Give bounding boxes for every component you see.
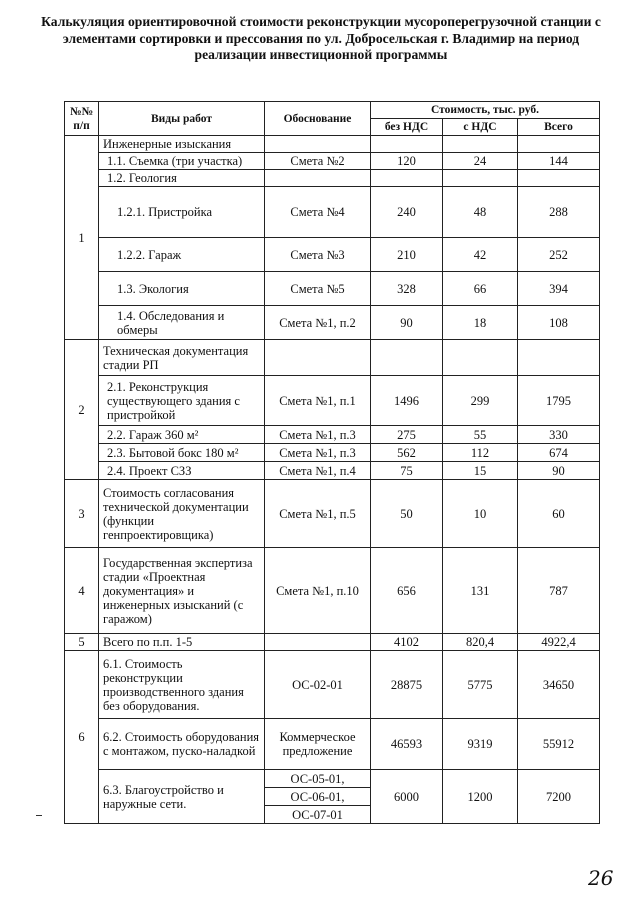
work-name: Инженерные изыскания [99,136,265,153]
cost-total: 144 [518,153,600,170]
cost-vat: 42 [443,238,518,272]
work-name: 6.3. Благоустройство и наружные сети. [99,770,265,824]
basis: Смета №1, п.4 [265,462,371,480]
table-row [65,272,600,306]
cost-vat: 112 [443,444,518,462]
table-row [65,170,600,187]
work-name: 2.2. Гараж 360 м² [99,426,265,444]
work-name: 1.2.1. Пристройка [99,187,265,238]
header-cost: Стоимость, тыс. руб. [371,102,600,119]
cost-no-vat: 275 [371,426,443,444]
basis: ОС-06-01, [265,788,371,806]
table-row [65,238,600,272]
work-name: 6.2. Стоимость оборудования с монтажом, пуско-наладкой [99,719,265,770]
cost-total: 60 [518,480,600,548]
header-with-vat: с НДС [443,119,518,136]
table-row [65,548,600,634]
table-row [65,187,600,238]
cost-no-vat: 240 [371,187,443,238]
group-number: 1 [65,136,99,340]
table-row [65,462,600,480]
cost-vat: 1200 [443,770,518,824]
table-row [65,480,600,548]
table-row [65,634,600,651]
cost-vat: 55 [443,426,518,444]
cost-total: 34650 [518,651,600,719]
group-number: 3 [65,480,99,548]
cost-vat: 48 [443,187,518,238]
table-row [65,651,600,719]
cost-total: 394 [518,272,600,306]
cost-total: 674 [518,444,600,462]
group-number: 2 [65,340,99,480]
cost-vat: 9319 [443,719,518,770]
cost-total: 330 [518,426,600,444]
cost-no-vat: 75 [371,462,443,480]
basis: Смета №1, п.10 [265,548,371,634]
header-no-vat: без НДС [371,119,443,136]
work-name: Стоимость согласования технической документации (функции генпроектировщика) [99,480,265,548]
cost-vat: 820,4 [443,634,518,651]
cost-total: 787 [518,548,600,634]
work-name: 2.1. Реконструкция существующего здания с пристройкой [99,376,265,426]
table-row [65,444,600,462]
table-row [65,376,600,426]
cost-total: 252 [518,238,600,272]
table-row [65,770,600,788]
cost-no-vat: 46593 [371,719,443,770]
cost-vat: 5775 [443,651,518,719]
basis: Смета №1, п.3 [265,426,371,444]
basis: Смета №4 [265,187,371,238]
table-row [65,340,600,376]
basis: Смета №1, п.1 [265,376,371,426]
group-number: 4 [65,548,99,634]
basis: Коммерческое предложение [265,719,371,770]
cost-total: 55912 [518,719,600,770]
table-row [65,153,600,170]
cost-no-vat: 210 [371,238,443,272]
group-number: 6 [65,651,99,824]
work-name: 1.4. Обследования и обмеры [99,306,265,340]
work-name: 2.4. Проект СЗЗ [99,462,265,480]
work-name: 1.1. Съемка (три участка) [99,153,265,170]
cost-no-vat: 28875 [371,651,443,719]
basis: Смета №5 [265,272,371,306]
cost-total: 108 [518,306,600,340]
basis: Смета №1, п.3 [265,444,371,462]
cost-no-vat: 6000 [371,770,443,824]
work-name: 6.1. Стоимость реконструкции производственного здания без оборудования. [99,651,265,719]
basis: ОС-02-01 [265,651,371,719]
cost-no-vat: 50 [371,480,443,548]
cost-total: 288 [518,187,600,238]
cost-no-vat: 4102 [371,634,443,651]
cost-vat: 66 [443,272,518,306]
basis: ОС-05-01, [265,770,371,788]
cost-no-vat: 90 [371,306,443,340]
basis: Смета №1, п.5 [265,480,371,548]
work-name: 2.3. Бытовой бокс 180 м² [99,444,265,462]
header-basis: Обоснование [265,102,371,136]
cost-no-vat: 328 [371,272,443,306]
basis: Смета №2 [265,153,371,170]
cost-total: 1795 [518,376,600,426]
work-name: 1.2.2. Гараж [99,238,265,272]
cost-vat: 18 [443,306,518,340]
table-row [65,136,600,153]
header-works: Виды работ [99,102,265,136]
margin-mark [36,815,42,816]
basis: Смета №3 [265,238,371,272]
work-name: 1.2. Геология [99,170,265,187]
cost-vat: 10 [443,480,518,548]
group-number: 5 [65,634,99,651]
work-name: Государственная экспертиза стадии «Проектная документация» и инженерных изысканий (с гаражом) [99,548,265,634]
cost-vat: 24 [443,153,518,170]
work-name: Всего по п.п. 1-5 [99,634,265,651]
table-row [65,306,600,340]
page-number: 26 [588,866,614,890]
work-name: Техническая документация стадии РП [99,340,265,376]
basis: Смета №1, п.2 [265,306,371,340]
table-row [65,719,600,770]
cost-vat: 131 [443,548,518,634]
cost-no-vat: 656 [371,548,443,634]
cost-vat: 299 [443,376,518,426]
cost-table [64,101,600,824]
cost-no-vat: 1496 [371,376,443,426]
table-row [65,426,600,444]
document-title: Калькуляция ориентировочной стоимости реконструкции мусороперегрузочной станции с элементами сортировки и прессования по ул. Добросельская г. Владимир на период реализации инвестиционной программы [41,14,601,62]
cost-total: 4922,4 [518,634,600,651]
header-num: №№ п/п [65,102,99,136]
cost-total: 90 [518,462,600,480]
work-name: 1.3. Экология [99,272,265,306]
header-total: Всего [518,119,600,136]
cost-vat: 15 [443,462,518,480]
cost-no-vat: 562 [371,444,443,462]
basis: ОС-07-01 [265,806,371,824]
cost-no-vat: 120 [371,153,443,170]
cost-total: 7200 [518,770,600,824]
